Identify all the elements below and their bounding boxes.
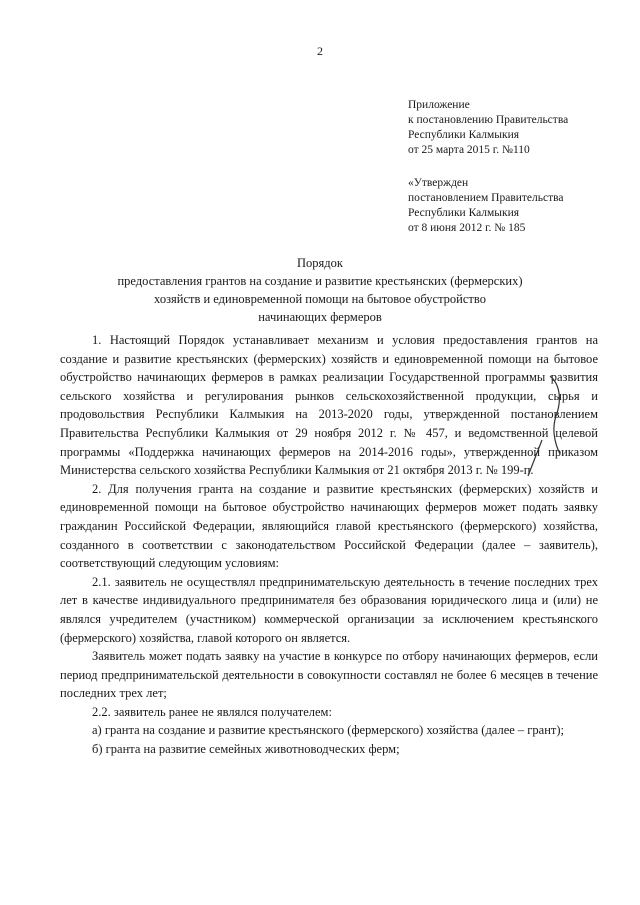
appendix-note: [408, 98, 568, 158]
title-subtitle-line: хозяйств и единовременной помощи на бытовое обустройство: [154, 292, 486, 306]
paragraph-note: Заявитель может подать заявку на участие в конкурсе по отбору начинающих фермеров, если период предпринимательской деятельности в совокупности составлял не более 6 месяцев в течение последних трех лет;: [60, 649, 598, 701]
paragraph-2: 2. Для получения гранта на создание и развитие крестьянских (фермерских) хозяйств и единовременной помощи на бытовое обустройство начинающих фермеров может подать заявку гражданин Российской Федерации, являющийся главой крестьянского (фермерского) хозяйства, созданного в соответствии с законодательством Российской Федерации (далее – заявитель), соответствующий следующим условиям:: [60, 481, 598, 571]
appendix-line: к постановлению Правительства: [408, 114, 569, 126]
approval-line: постановлением Правительства: [408, 192, 564, 204]
approval-note: [408, 176, 564, 236]
appendix-line: Приложение: [408, 99, 470, 111]
appendix-line: Республики Калмыкия: [408, 129, 520, 141]
paragraph-2-2: 2.2. заявитель ранее не являлся получателем:: [92, 704, 332, 719]
item-a: а) гранта на создание и развитие крестьянского (фермерского) хозяйства (далее – грант);: [92, 723, 565, 738]
document-body: [60, 331, 598, 759]
paragraph-1: 1. Настоящий Порядок устанавливает механизм и условия предоставления грантов на создание и развитие крестьянских (фермерских) хозяйств и единовременной помощи на бытовое обустройство начинающих фермеров в рамках реализации Государственной программы развития сельского хозяйства и регулирования рынков сельскохозяйственной продукции, сырья и продовольствия Республики Калмыкия на 2013-2020 годы, утвержденной постановлением Правительства Республики Калмыкия от 29 ноября 2012 г. № 457, и ведомственной целевой программы «Поддержка начинающих фермеров на 2014-2016 годы», утвержденной приказом Министерства сельского хозяйства Республики Калмыкия от 21 октября 2013 г. № 199-п.: [60, 333, 598, 478]
title-subtitle-line: предоставления грантов на создание и развитие крестьянских (фермерских): [117, 274, 523, 288]
item-b: б) гранта на развитие семейных животноводческих ферм;: [92, 742, 400, 757]
approval-line: Республики Калмыкия: [408, 207, 520, 219]
approval-line: «Утвержден: [408, 177, 469, 189]
paragraph-2-1: 2.1. заявитель не осуществлял предпринимательскую деятельность в течение последних трех лет в качестве индивидуального предпринимателя без образования юридического лица и (или) не являлся учредителем (участником) коммерческой организации за исключением крестьянского (фермерского) хозяйства, главой которого он является.: [60, 574, 598, 645]
title-heading: Порядок: [297, 256, 343, 270]
page-number: 2: [317, 44, 323, 58]
approval-line: от 8 июня 2012 г. № 185: [408, 222, 526, 234]
document-title: [0, 254, 640, 326]
appendix-line: от 25 марта 2015 г. №110: [408, 144, 530, 156]
title-subtitle-line: начинающих фермеров: [258, 310, 382, 324]
handwritten-pen-mark: [520, 370, 580, 480]
